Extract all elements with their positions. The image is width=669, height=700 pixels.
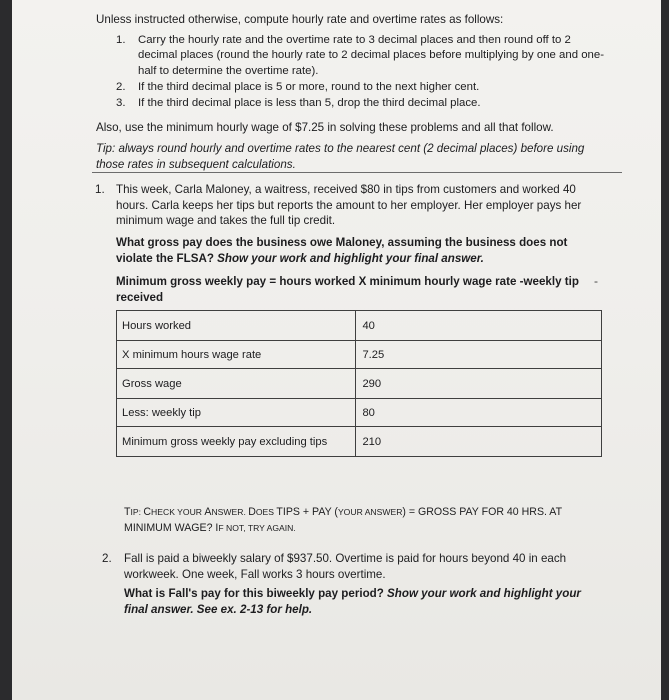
tip-char: A — [204, 506, 212, 518]
prompt-text: What gross pay does the business owe Maloney, assuming the business does not violate the FLSA? — [116, 236, 568, 265]
prompt-text: What is Fall's pay for this biweekly pay period? — [124, 587, 388, 600]
row-label: Less: weekly tip — [117, 399, 356, 427]
minimum-wage-note: Also, use the minimum hourly wage of $7.25 in solving these problems and all that follow. — [96, 121, 554, 134]
rule-number: 3. — [116, 97, 126, 110]
question-1 — [95, 182, 596, 229]
tip-char: HECK YOUR — [151, 507, 205, 517]
tip-char: F NOT, TRY AGAIN. — [218, 522, 296, 533]
row-value: 80 — [356, 399, 602, 427]
rule-item — [116, 80, 606, 95]
row-label: Hours worked — [117, 311, 356, 341]
question-text: This week, Carla Maloney, a waitress, received $80 in tips from customers and worked 40 hours. Carla keeps her tips but reports the amount to her employer. Her employer pays her minimum wage and takes the full tip credit. — [116, 183, 582, 227]
question-2 — [102, 551, 574, 582]
question-number: 2. — [102, 552, 112, 565]
section-divider — [92, 172, 622, 173]
stray-mark: - — [594, 274, 598, 288]
rule-item — [116, 96, 606, 111]
tip-char: T — [124, 506, 131, 518]
table-row — [117, 311, 602, 341]
rounding-rules-list — [116, 33, 606, 112]
row-value: 40 — [356, 311, 602, 341]
row-label: Gross wage — [117, 369, 356, 399]
question-text: Fall is paid a biweekly salary of $937.50. Overtime is paid for hours beyond 40 in each workweek. One week, Fall works 3 hours overtime. — [124, 552, 567, 581]
rule-text: Carry the hourly rate and the overtime rate to 3 decimal places and then round off to 2 decimal places (round the hourly rate to 2 decimal places before multiplying by one and one-half to determine the overtime rate). — [138, 34, 605, 77]
tip-char: TIPS + PAY ( — [276, 506, 338, 518]
tip-char: IP: — [130, 507, 144, 517]
rule-number: 2. — [116, 80, 126, 93]
rule-item — [116, 33, 606, 79]
tip-char: ) = GROSS PAY FOR 40 HRS. AT MINIMUM WAGE? — [124, 506, 562, 534]
row-label: X minimum hours wage rate — [117, 341, 356, 369]
row-value: 290 — [356, 369, 602, 399]
work-table — [116, 310, 602, 457]
rule-text: If the third decimal place is 5 or more, round to the next higher cent. — [138, 80, 480, 93]
prompt-instruction: Show your work and highlight your final answer. See ex. 2-13 for help. — [124, 587, 581, 616]
row-value: 210 — [356, 427, 602, 457]
tip-char: C — [143, 506, 152, 518]
rounding-tip: Tip: always round hourly and overtime rates to the nearest cent (2 decimal places) before using those rates in subsequent calculations. — [96, 142, 585, 171]
tip-char: NSWER. — [211, 507, 249, 517]
pay-formula: Minimum gross weekly pay = hours worked X minimum hourly wage rate -weekly tip received — [116, 275, 579, 304]
row-value: 7.25 — [356, 341, 602, 369]
row-label: Minimum gross weekly pay excluding tips — [117, 427, 356, 457]
table-row — [117, 369, 602, 399]
tip-char: OES — [255, 507, 277, 517]
instructions-intro: Unless instructed otherwise, compute hourly rate and overtime rates as follows: — [96, 13, 504, 26]
question-number: 1. — [95, 183, 105, 196]
tip-char: D — [248, 506, 256, 518]
rule-text: If the third decimal place is less than 5, drop the third decimal place. — [138, 97, 481, 110]
table-row — [117, 399, 602, 427]
table-row — [117, 427, 602, 457]
tip-char: I — [215, 521, 219, 534]
rule-number: 1. — [116, 34, 126, 46]
tip-char: YOUR ANSWER — [337, 507, 403, 517]
check-answer-tip — [124, 505, 564, 536]
question-2-prompt — [124, 586, 604, 617]
question-1-prompt — [116, 235, 606, 266]
worksheet-page — [12, 0, 661, 700]
table-row — [117, 341, 602, 369]
prompt-instruction: Show your work and highlight your final answer. — [217, 251, 484, 265]
